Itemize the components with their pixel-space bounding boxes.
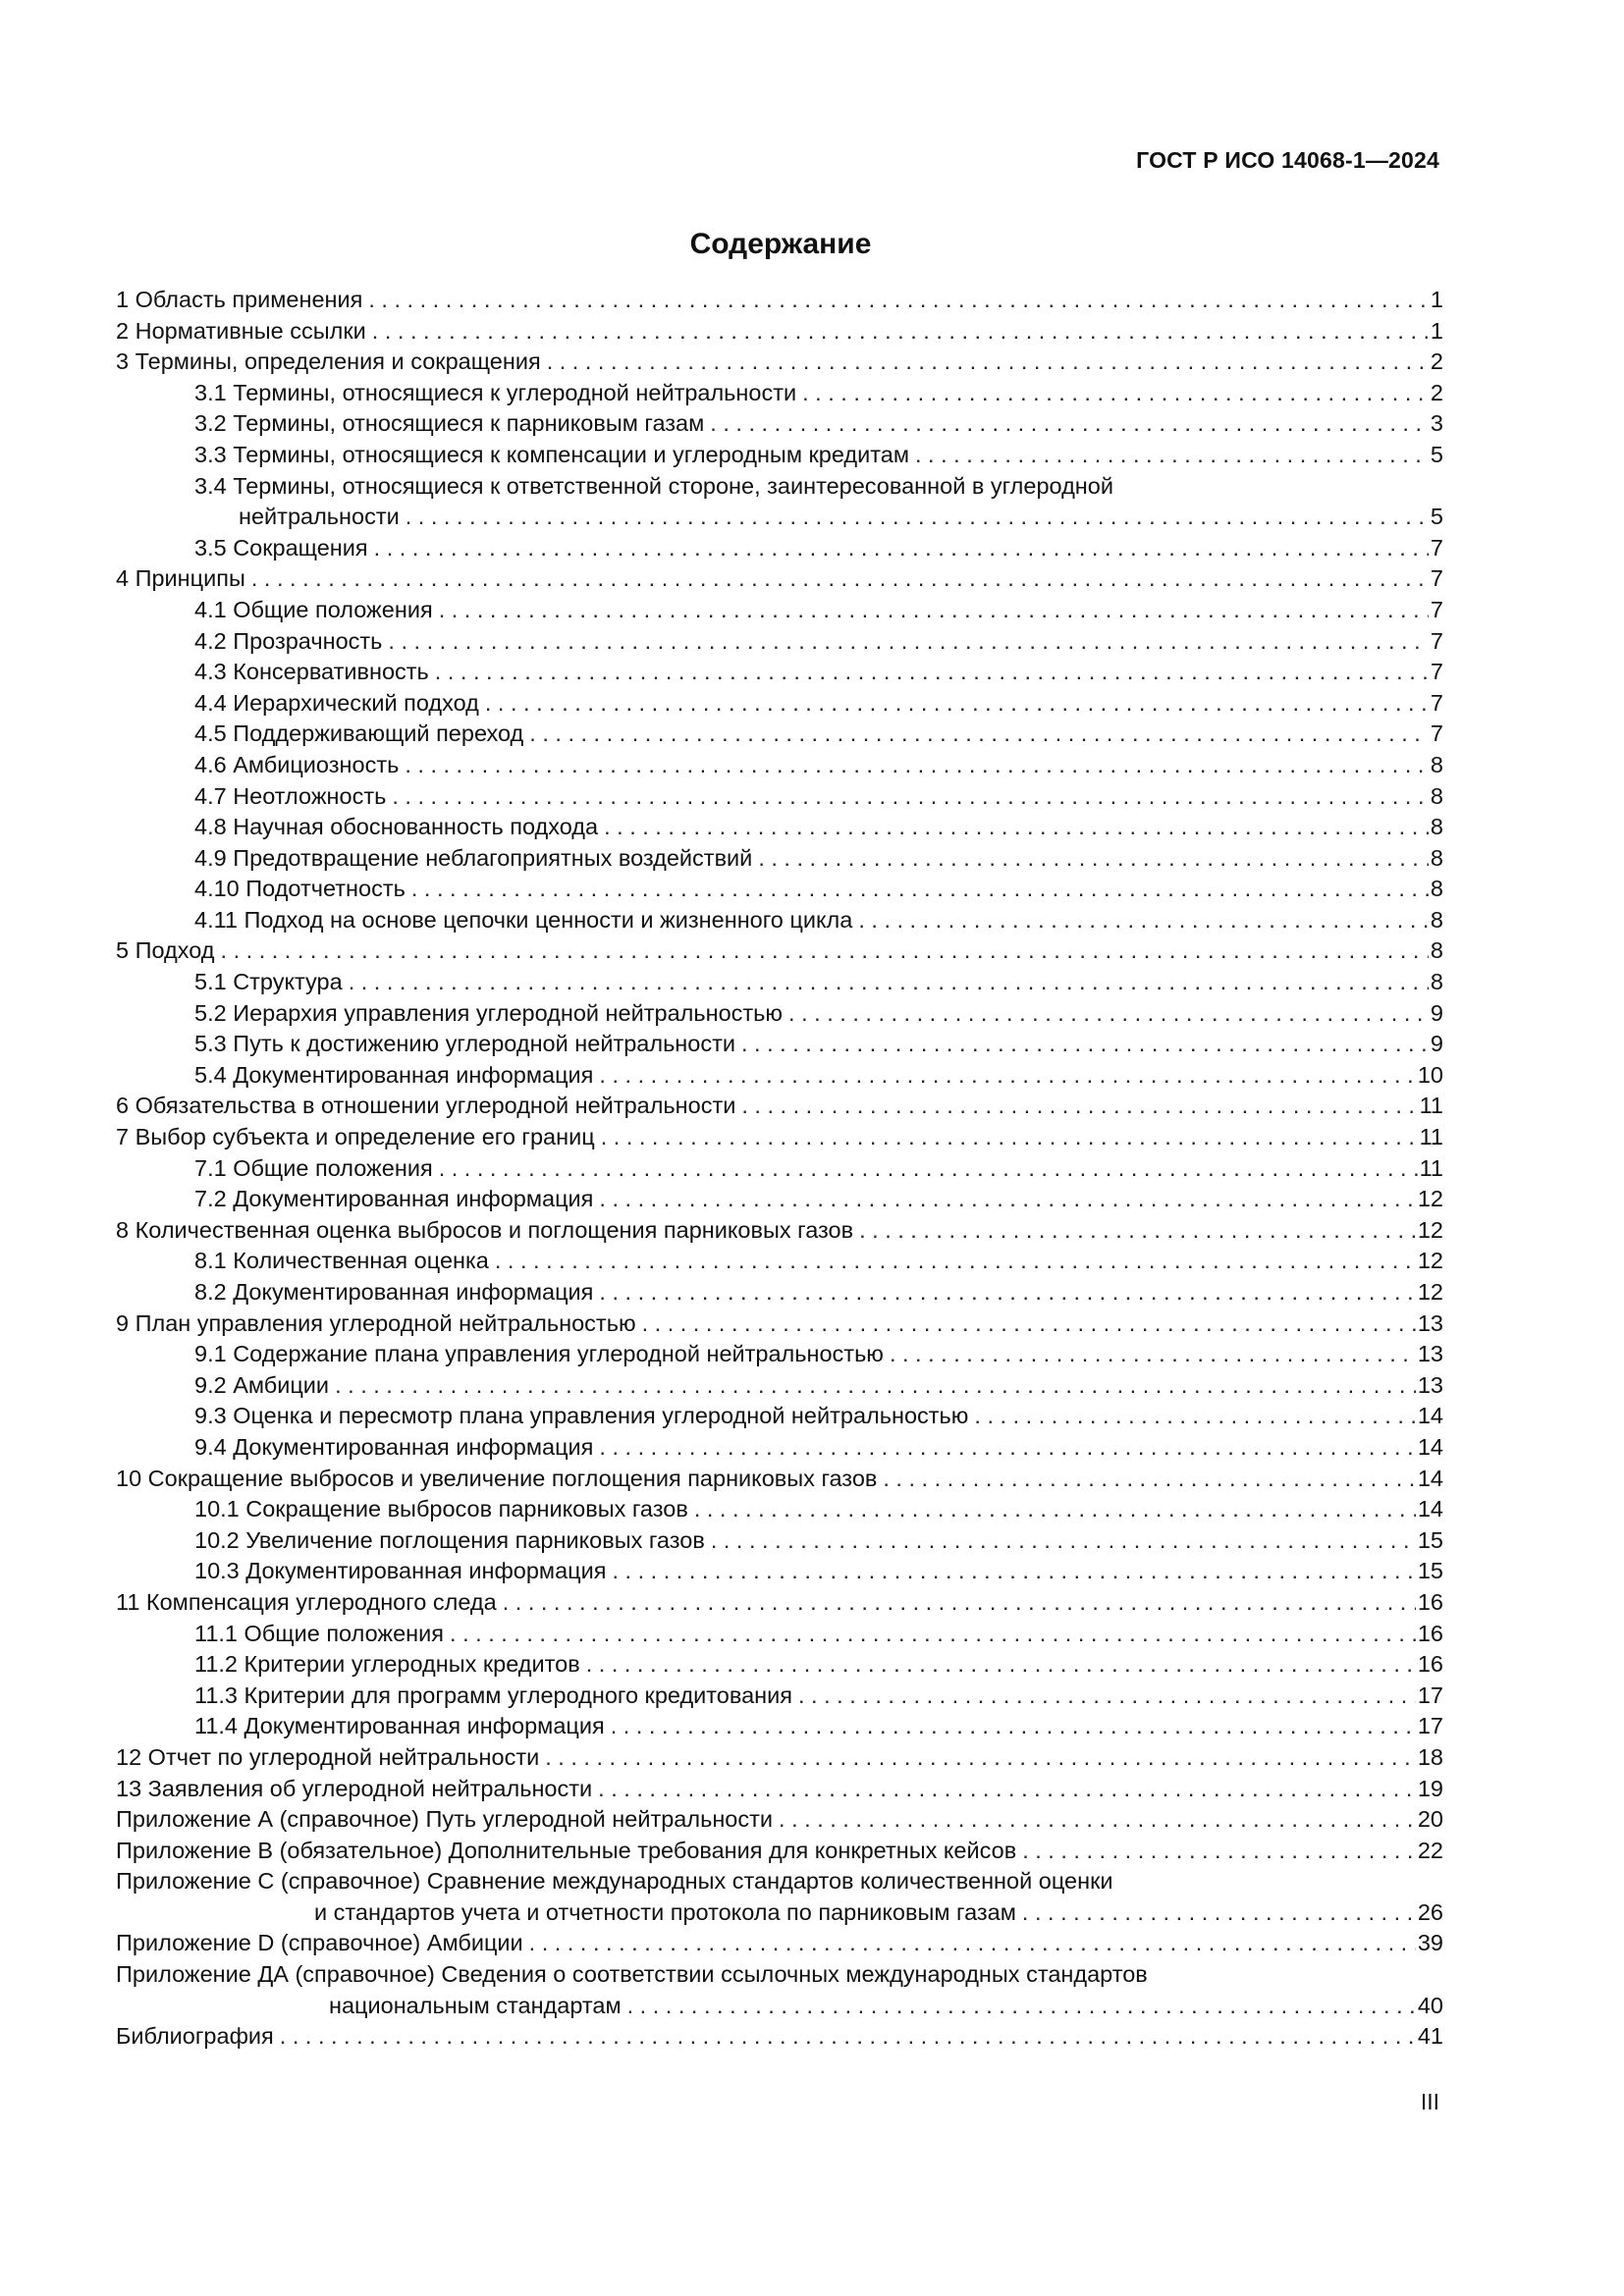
table-of-contents	[116, 285, 1443, 2053]
dot-leader	[612, 1556, 1415, 1587]
toc-entry	[116, 967, 1443, 998]
dot-leader	[859, 1215, 1416, 1247]
toc-entry-page: 14	[1417, 1465, 1443, 1491]
toc-entry-page: 7	[1430, 689, 1443, 716]
dot-leader	[545, 1742, 1416, 1774]
toc-entry	[116, 1060, 1443, 1092]
dot-leader	[599, 1277, 1415, 1308]
toc-entry-title: 4.8 Научная обоснованность подхода	[194, 814, 599, 840]
dot-leader	[611, 1711, 1416, 1742]
toc-entry-title: 10.3 Документированная информация	[194, 1558, 607, 1584]
toc-entry-title: 10 Сокращение выбросов и увеличение поглощения парниковых газов	[116, 1465, 878, 1491]
toc-entry-title: Библиография	[116, 2023, 274, 2050]
dot-leader	[599, 1432, 1415, 1464]
toc-entry	[116, 1370, 1443, 1402]
toc-entry-title: 4.4 Иерархический подход	[194, 689, 479, 716]
dot-leader	[974, 1401, 1415, 1432]
toc-entry-title: 10.1 Сокращение выбросов парниковых газов	[194, 1496, 688, 1522]
toc-entry-page: 10	[1417, 1061, 1443, 1088]
toc-entry	[116, 1649, 1443, 1681]
toc-entry	[116, 1494, 1443, 1525]
dot-leader	[251, 563, 1429, 595]
toc-entry-title: 13 Заявления об углеродной нейтральности	[116, 1775, 593, 1801]
toc-entry-page: 8	[1430, 844, 1443, 871]
toc-entry-title: 4.2 Прозрачность	[194, 627, 383, 654]
toc-entry-title: 3.5 Сокращения	[194, 534, 368, 561]
toc-entry	[116, 1246, 1443, 1277]
dot-leader	[374, 533, 1429, 564]
toc-entry-title: 5.1 Структура	[194, 969, 343, 995]
toc-entry	[116, 1184, 1443, 1215]
dot-leader	[388, 626, 1429, 658]
toc-entry-title: 11 Компенсация углеродного следа	[116, 1588, 497, 1615]
toc-entry-title: 5.2 Иерархия управления углеродной нейтральностью	[194, 999, 784, 1026]
toc-entry-page: 12	[1417, 1186, 1443, 1212]
toc-entry-title: 3 Термины, определения и сокращения	[116, 348, 541, 375]
toc-entry-title: 3.3 Термины, относящиеся к компенсации и углеродным кредитам	[194, 441, 909, 467]
toc-entry	[116, 347, 1443, 378]
toc-entry	[116, 1029, 1443, 1060]
toc-entry	[116, 812, 1443, 843]
toc-entry-page: 14	[1417, 1496, 1443, 1522]
toc-entry	[116, 595, 1443, 626]
toc-entry	[116, 1215, 1443, 1247]
toc-entry-title: 11.1 Общие положения	[194, 1620, 445, 1646]
toc-entry-title: 12 Отчет по углеродной нейтральности	[116, 1743, 540, 1770]
toc-entry	[116, 1619, 1443, 1650]
dot-leader	[439, 1153, 1418, 1185]
toc-entry-page: 16	[1417, 1651, 1443, 1678]
toc-entry-page: 7	[1430, 627, 1443, 654]
toc-entry-page: 11	[1419, 1154, 1443, 1181]
toc-entry-title: Приложение А (справочное) Путь углеродной нейтральности	[116, 1806, 774, 1833]
toc-entry-page: 1	[1430, 287, 1443, 312]
dot-leader	[411, 874, 1429, 905]
document-id-header: ГОСТ Р ИСО 14068-1—2024	[1136, 147, 1439, 173]
dot-leader	[529, 719, 1429, 750]
dot-leader	[604, 812, 1429, 843]
toc-entry-title: 2 Нормативные ссылки	[116, 317, 366, 344]
toc-entry	[116, 2021, 1443, 2053]
toc-entry-title: 4.3 Консервативность	[194, 659, 429, 685]
toc-entry-page: 13	[1417, 1371, 1443, 1398]
dot-leader	[802, 378, 1429, 409]
dot-leader	[599, 1184, 1415, 1215]
toc-entry-title: 11.3 Критерии для программ углеродного кредитования	[194, 1682, 792, 1708]
dot-leader	[741, 1029, 1429, 1060]
dot-leader	[435, 657, 1429, 688]
toc-entry	[116, 1836, 1443, 1867]
toc-entry-page: 11	[1419, 1124, 1443, 1150]
toc-entry-page: 8	[1430, 969, 1443, 995]
toc-entry-title: 3.1 Термины, относящиеся к углеродной нейтральности	[194, 379, 797, 405]
toc-entry-page: 15	[1417, 1526, 1443, 1553]
toc-entry-title: 1 Область применения	[116, 287, 363, 312]
dot-leader	[503, 1587, 1416, 1619]
toc-entry-page: 13	[1417, 1309, 1443, 1336]
toc-entry-page: 7	[1430, 659, 1443, 685]
toc-entry-page: 7	[1430, 596, 1443, 622]
toc-entry-title-continued: нейтральности	[239, 504, 400, 530]
page-number: III	[1420, 2089, 1439, 2114]
dot-leader	[883, 1464, 1415, 1495]
toc-entry-title: 4.10 Подотчетность	[194, 876, 406, 902]
dot-leader	[405, 750, 1429, 781]
dot-leader	[627, 1991, 1416, 2022]
toc-entry-page: 22	[1417, 1837, 1443, 1863]
toc-entry-page: 17	[1417, 1682, 1443, 1708]
dot-leader	[890, 1339, 1416, 1370]
toc-entry	[116, 1804, 1443, 1836]
toc-entry-title: 6 Обязательства в отношении углеродной нейтральности	[116, 1093, 736, 1119]
toc-entry-title-continued: национальным стандартам	[329, 1992, 622, 2018]
dot-leader	[858, 905, 1429, 936]
dot-leader	[495, 1246, 1416, 1277]
toc-entry-page: 7	[1430, 534, 1443, 561]
toc-entry-title: 9.4 Документированная информация	[194, 1433, 594, 1460]
toc-entry	[116, 1774, 1443, 1805]
toc-entry	[116, 626, 1443, 658]
toc-entry	[116, 657, 1443, 688]
toc-entry-title: 4.5 Поддерживающий переход	[194, 721, 524, 747]
toc-entry	[116, 1711, 1443, 1742]
toc-entry-page: 20	[1417, 1806, 1443, 1833]
toc-entry-page: 39	[1417, 1930, 1443, 1956]
toc-entry-page: 16	[1417, 1588, 1443, 1615]
toc-entry-title: 5.3 Путь к достижению углеродной нейтральности	[194, 1031, 735, 1057]
toc-entry-page: 7	[1430, 565, 1443, 592]
toc-entry	[116, 1308, 1443, 1340]
dot-leader	[280, 2021, 1416, 2053]
toc-entry-title: 4.9 Предотвращение неблагоприятных воздействий	[194, 844, 753, 871]
dot-leader	[642, 1308, 1416, 1340]
dot-leader	[392, 781, 1429, 813]
toc-entry-title: 4.1 Общие положения	[194, 596, 433, 622]
toc-entry-title: Приложение ДА (справочное) Сведения о соответствии ссылочных международных стандартов	[116, 1961, 1148, 1988]
toc-entry	[116, 1556, 1443, 1587]
toc-entry	[116, 1277, 1443, 1308]
dot-leader	[586, 1649, 1416, 1681]
toc-entry-title: 7.2 Документированная информация	[194, 1186, 594, 1212]
toc-entry-page: 40	[1417, 1992, 1443, 2018]
toc-entry-page: 15	[1417, 1558, 1443, 1584]
toc-entry	[116, 1339, 1443, 1370]
toc-entry	[116, 1464, 1443, 1495]
dot-leader	[450, 1619, 1416, 1650]
toc-entry-title: 7 Выбор субъекта и определение его границ	[116, 1124, 595, 1150]
dot-leader	[798, 1681, 1416, 1712]
dot-leader	[598, 1774, 1416, 1805]
dot-leader	[601, 1122, 1418, 1153]
toc-entry	[116, 533, 1443, 564]
toc-entry-title: 4 Принципы	[116, 565, 245, 592]
toc-entry-page: 9	[1430, 999, 1443, 1026]
toc-entry-page: 8	[1430, 906, 1443, 933]
dot-leader	[741, 1091, 1417, 1122]
toc-entry-page: 26	[1417, 1898, 1443, 1925]
toc-entry	[116, 1091, 1443, 1122]
toc-entry-page: 13	[1417, 1341, 1443, 1367]
dot-leader	[368, 285, 1429, 316]
dot-leader	[547, 347, 1429, 378]
dot-leader	[349, 967, 1429, 998]
toc-entry	[116, 1525, 1443, 1557]
dot-leader	[406, 502, 1429, 533]
dot-leader	[439, 595, 1429, 626]
toc-entry-title: 5.4 Документированная информация	[194, 1061, 594, 1088]
toc-entry-page: 12	[1417, 1248, 1443, 1274]
toc-entry	[116, 1928, 1443, 1959]
dot-leader	[711, 1525, 1416, 1557]
toc-entry	[116, 998, 1443, 1030]
dot-leader	[335, 1370, 1416, 1402]
toc-entry-page: 5	[1430, 504, 1443, 530]
toc-entry-page: 2	[1430, 348, 1443, 375]
toc-entry	[116, 1587, 1443, 1619]
dot-leader	[1022, 1897, 1416, 1929]
toc-entry-title: 8 Количественная оценка выбросов и поглощения парниковых газов	[116, 1216, 854, 1243]
toc-entry	[116, 1742, 1443, 1774]
toc-entry-page: 12	[1417, 1279, 1443, 1305]
toc-entry-page: 7	[1430, 721, 1443, 747]
toc-entry-page: 3	[1430, 410, 1443, 437]
dot-leader	[758, 843, 1429, 875]
dot-leader	[779, 1804, 1416, 1836]
toc-entry-page: 41	[1417, 2023, 1443, 2050]
toc-entry-title: 4.11 Подход на основе цепочки ценности и жизненного цикла	[194, 906, 853, 933]
toc-entry	[116, 440, 1443, 471]
toc-entry	[116, 935, 1443, 967]
toc-entry	[116, 719, 1443, 750]
toc-entry-title-continued: и стандартов учета и отчетности протокола по парниковым газам	[314, 1898, 1016, 1925]
toc-entry-title: 4.7 Неотложность	[194, 782, 387, 809]
toc-entry-page: 2	[1430, 379, 1443, 405]
toc-entry	[116, 563, 1443, 595]
toc-entry	[116, 471, 1443, 533]
toc-entry-page: 12	[1417, 1216, 1443, 1243]
toc-entry-title: 9.1 Содержание плана управления углеродной нейтральностью	[194, 1341, 884, 1367]
toc-entry-title: Приложение D (справочное) Амбиции	[116, 1930, 523, 1956]
toc-entry	[116, 843, 1443, 875]
page-title: Содержание	[689, 228, 872, 260]
toc-entry	[116, 688, 1443, 720]
toc-entry-page: 8	[1430, 814, 1443, 840]
toc-entry-page: 8	[1430, 782, 1443, 809]
toc-entry-title: 5 Подход	[116, 937, 215, 964]
dot-leader	[788, 998, 1429, 1030]
toc-entry	[116, 781, 1443, 813]
dot-leader	[915, 440, 1429, 471]
toc-entry-page: 8	[1430, 937, 1443, 964]
toc-entry-page: 18	[1417, 1743, 1443, 1770]
dot-leader	[529, 1928, 1416, 1959]
toc-entry-title: 9 План управления углеродной нейтральностью	[116, 1309, 636, 1336]
toc-entry-page: 16	[1417, 1620, 1443, 1646]
toc-entry	[116, 408, 1443, 440]
dot-leader	[221, 935, 1429, 967]
dot-leader	[1022, 1836, 1416, 1867]
dot-leader	[599, 1060, 1415, 1092]
dot-leader	[485, 688, 1429, 720]
toc-entry-title: 10.2 Увеличение поглощения парниковых газов	[194, 1526, 705, 1553]
toc-entry	[116, 750, 1443, 781]
toc-entry	[116, 874, 1443, 905]
toc-entry-page: 14	[1417, 1433, 1443, 1460]
toc-entry	[116, 905, 1443, 936]
toc-entry-title: 7.1 Общие положения	[194, 1154, 433, 1181]
dot-leader	[694, 1494, 1416, 1525]
toc-entry	[116, 1866, 1443, 1928]
toc-entry-title: 3.2 Термины, относящиеся к парниковым газам	[194, 410, 705, 437]
toc-entry	[116, 1122, 1443, 1153]
toc-entry-title: 3.4 Термины, относящиеся к ответственной стороне, заинтересованной в углеродной	[194, 472, 1113, 499]
toc-entry	[116, 378, 1443, 409]
dot-leader	[710, 408, 1429, 440]
toc-entry	[116, 1432, 1443, 1464]
toc-entry-page: 14	[1417, 1403, 1443, 1429]
toc-entry-title: 11.4 Документированная информация	[194, 1713, 605, 1739]
toc-entry-title: Приложение С (справочное) Сравнение международных стандартов количественной оценки	[116, 1868, 1113, 1895]
toc-entry-title: 9.2 Амбиции	[194, 1371, 330, 1398]
toc-entry	[116, 1153, 1443, 1185]
toc-entry	[116, 1959, 1443, 2021]
toc-entry-page: 11	[1419, 1093, 1443, 1119]
toc-entry-title: 9.3 Оценка и пересмотр плана управления углеродной нейтральностью	[194, 1403, 969, 1429]
toc-entry-page: 8	[1430, 751, 1443, 777]
toc-entry-page: 17	[1417, 1713, 1443, 1739]
toc-entry-page: 9	[1430, 1031, 1443, 1057]
toc-entry-page: 1	[1430, 317, 1443, 344]
toc-entry-title: Приложение В (обязательное) Дополнительные требования для конкретных кейсов	[116, 1837, 1017, 1863]
dot-leader	[372, 316, 1429, 347]
toc-entry	[116, 1681, 1443, 1712]
toc-entry	[116, 316, 1443, 347]
toc-entry-title: 8.1 Количественная оценка	[194, 1248, 489, 1274]
toc-entry-title: 4.6 Амбициозность	[194, 751, 400, 777]
toc-entry-title: 11.2 Критерии углеродных кредитов	[194, 1651, 580, 1678]
toc-entry-title: 8.2 Документированная информация	[194, 1279, 594, 1305]
toc-entry	[116, 285, 1443, 316]
toc-entry-page: 5	[1430, 441, 1443, 467]
toc-entry-page: 8	[1430, 876, 1443, 902]
toc-entry	[116, 1401, 1443, 1432]
toc-entry-page: 19	[1417, 1775, 1443, 1801]
